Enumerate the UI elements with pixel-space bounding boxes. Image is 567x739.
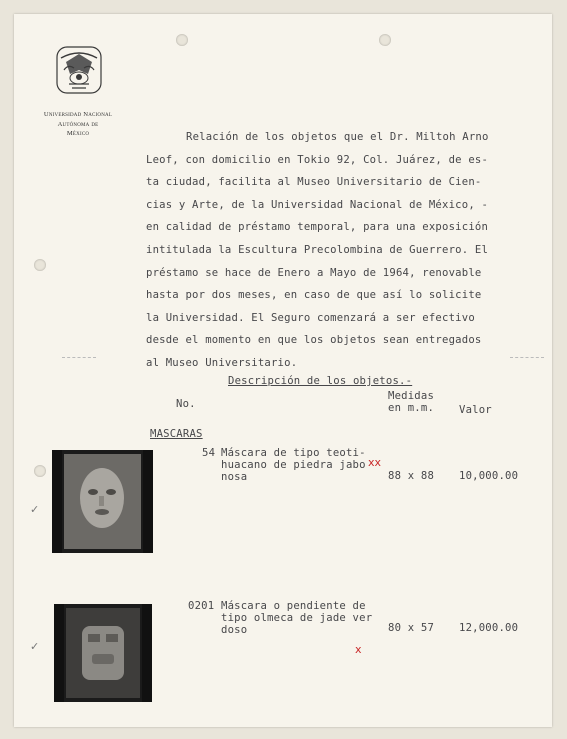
mask-photo-icon (64, 454, 141, 549)
check-mark: x (355, 643, 362, 656)
item-valor: 10,000.00 (459, 470, 519, 482)
film-edge (142, 604, 152, 702)
pencil-mark: ✓ (30, 503, 40, 516)
punch-hole (34, 465, 46, 477)
letter-line: al Museo Universitario. (146, 356, 298, 369)
column-no: No. (176, 398, 196, 410)
pendant-photo-icon (66, 608, 140, 698)
institution-line: Universidad Nacional (43, 111, 113, 118)
item-description (221, 447, 366, 483)
item-number: 0201 (188, 600, 215, 612)
letter-line: préstamo se hace de Enero a Mayo de 1964, renovable (146, 266, 482, 279)
margin-rule (510, 357, 544, 359)
item-description (221, 600, 372, 636)
film-edge (54, 604, 64, 702)
letter-line: cias y Arte, de la Universidad Nacional de México, - (146, 198, 489, 211)
pencil-mark: ✓ (30, 640, 40, 653)
item-medidas: 88 x 88 (388, 470, 435, 482)
institution-name (28, 110, 128, 139)
letter-line: Leof, con domicilio en Tokio 92, Col. Juárez, de es- (146, 153, 489, 166)
item-description-line: tipo olmeca de jade ver (221, 612, 373, 624)
check-mark: xx (368, 456, 382, 469)
university-seal-icon (54, 44, 104, 96)
item-description-line: Máscara de tipo teoti- (221, 447, 366, 459)
letter-line: hasta por dos meses, en caso de que así lo solicite (146, 289, 482, 302)
object-photo (52, 450, 153, 553)
item-description-line: doso (221, 624, 248, 636)
item-description-line: nosa (221, 471, 248, 483)
punch-hole (34, 259, 46, 271)
institution-line: Autónoma de (57, 120, 99, 128)
item-description-line: huacano de piedra jabo (221, 459, 366, 471)
column-medidas (388, 390, 434, 414)
object-photo (54, 604, 152, 702)
item-valor: 12,000.00 (459, 622, 519, 634)
objects-heading: Descripción de los objetos.- (228, 375, 413, 387)
section-title: MASCARAS (150, 428, 203, 440)
item-medidas: 80 x 57 (388, 622, 435, 634)
letter-line: intitulada la Escultura Precolombina de Guerrero. El (146, 243, 489, 256)
letter-line: desde el momento en que los objetos sean entregados (146, 334, 482, 347)
film-edge (52, 450, 62, 553)
letter-line: la Universidad. El Seguro comenzará a ser efectivo (146, 311, 475, 324)
letter-line: Relación de los objetos que el Dr. Miltoh Arno (186, 131, 489, 143)
punch-hole (379, 34, 391, 46)
column-medidas-line: Medidas (388, 390, 435, 402)
item-description-line: Máscara o pendiente de (221, 600, 366, 612)
letter-line: ta ciudad, facilita al Museo Universitario de Cien- (146, 176, 482, 189)
item-number: 54 (202, 447, 216, 459)
margin-rule (62, 357, 96, 359)
letter-line: en calidad de préstamo temporal, para una exposición (146, 221, 489, 234)
letter-paragraph (146, 126, 496, 375)
punch-hole (176, 34, 188, 46)
column-valor: Valor (459, 404, 492, 416)
institution-line: México (66, 130, 90, 137)
column-medidas-line: en m.m. (388, 402, 435, 414)
film-edge (143, 450, 153, 553)
